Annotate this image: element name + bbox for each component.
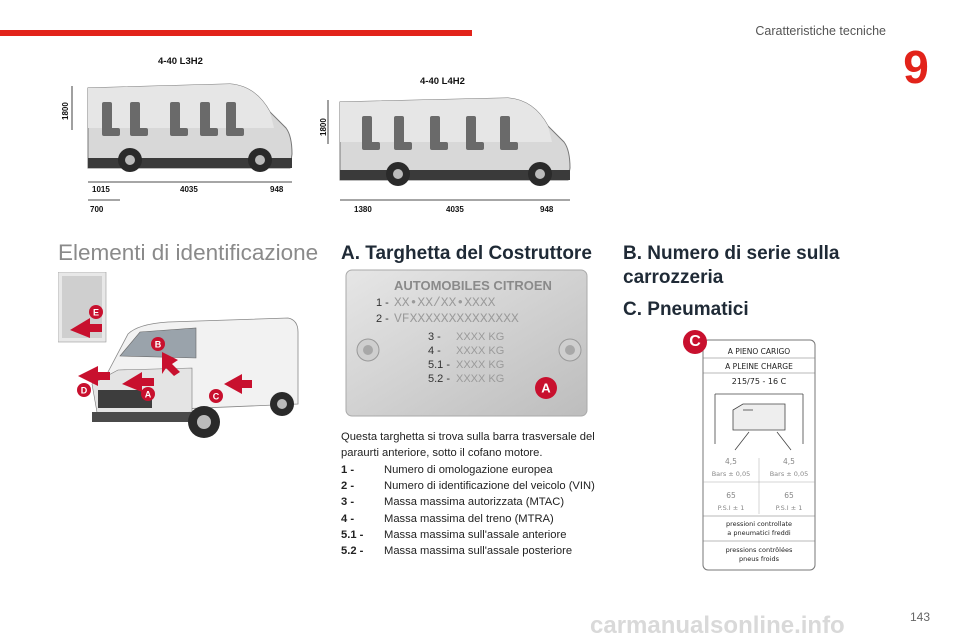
tyre-note-fr-1: pressions contrôlées — [725, 546, 793, 554]
tyre-note-fr-2: pneus froids — [739, 555, 779, 563]
marker-b: B — [154, 339, 162, 350]
figure-l3h2-height: 1800 — [61, 102, 70, 120]
plate-line1-value: XX•XX/XX•XXXX — [394, 295, 496, 310]
figure-l3h2-dim-2: 4035 — [180, 185, 198, 194]
manufacturer-plate — [344, 268, 589, 418]
front-bars-value: 4,5 — [725, 457, 737, 466]
plate-items-list — [341, 462, 603, 559]
list-item-text: Massa massima sull'assale anteriore — [384, 528, 567, 541]
plate-row-3-value: XXXX KG — [456, 331, 505, 343]
tyre-section-title: C. Pneumatici — [623, 299, 749, 320]
plate-row-52-num: 5.2 - — [428, 373, 451, 385]
serial-section-title: B. Numero di serie sulla carrozzeria — [623, 243, 840, 288]
rear-bars-unit: Bars ± 0,05 — [769, 470, 809, 478]
list-item — [341, 478, 603, 494]
figure-l4h2-dim-3: 948 — [540, 205, 554, 214]
tyre-note-it-2: a pneumatici freddi — [727, 529, 791, 537]
marker-e: E — [92, 307, 100, 318]
list-item-number: 5.2 - — [341, 545, 364, 558]
rear-bars-value: 4,5 — [783, 457, 795, 466]
tyre-label-line2: A PLEINE CHARGE — [725, 362, 793, 371]
figure-l3h2-dim-1: 1015 — [92, 185, 110, 194]
marker-a: A — [144, 389, 152, 400]
front-bars-unit: Bars ± 0,05 — [711, 470, 751, 478]
marker-c: C — [212, 391, 220, 402]
list-item — [341, 543, 603, 559]
page-number: 143 — [909, 610, 930, 624]
plate-row-3-num: 3 - — [428, 331, 441, 343]
list-item-number: 3 - — [341, 496, 355, 509]
identification-illustration — [58, 272, 308, 452]
figure-l4h2 — [318, 70, 588, 220]
plate-row-4-value: XXXX KG — [456, 345, 505, 357]
plate-row-51-num: 5.1 - — [428, 359, 451, 371]
list-item — [341, 462, 603, 478]
tyre-pressure-label — [685, 330, 817, 572]
tyre-badge-c: C — [683, 330, 707, 354]
identification-title: Elementi di identificazione — [58, 240, 319, 265]
figure-l4h2-dim-2: 4035 — [446, 205, 464, 214]
list-item-text: Massa massima del treno (MTRA) — [384, 512, 554, 525]
rear-psi-value: 65 — [784, 491, 794, 500]
figure-l3h2-dim-4: 700 — [90, 205, 104, 214]
figure-l3h2-dim-3: 948 — [270, 185, 284, 194]
plate-description: Questa targhetta si trova sulla barra trasversale del paraurti anteriore, sotto il cofano motore. — [341, 431, 595, 459]
plate-brand: AUTOMOBILES CITROEN — [394, 278, 552, 293]
figure-l3h2-title: 4-40 L3H2 — [158, 56, 203, 67]
list-item — [341, 511, 603, 527]
list-item — [341, 494, 603, 510]
marker-d: D — [80, 385, 88, 396]
figure-l3h2 — [60, 50, 310, 220]
figure-l4h2-dim-1: 1380 — [354, 205, 372, 214]
list-item-number: 4 - — [341, 512, 355, 525]
list-item-number: 5.1 - — [341, 528, 364, 541]
rear-psi-unit: P.S.I ± 1 — [775, 504, 803, 512]
list-item-text: Massa massima autorizzata (MTAC) — [384, 496, 565, 509]
list-item — [341, 527, 603, 543]
figure-l4h2-title: 4-40 L4H2 — [420, 76, 465, 87]
plate-row-52-value: XXXX KG — [456, 373, 505, 385]
running-header: Caratteristiche tecniche — [755, 24, 886, 38]
list-item-text: Numero di omologazione europea — [384, 464, 553, 476]
watermark: carmanualsonline.info — [590, 612, 845, 639]
tyre-label-line1: A PIENO CARIGO — [727, 347, 791, 356]
plate-row-51-value: XXXX KG — [456, 359, 505, 371]
plate-line1-num: 1 - — [376, 297, 389, 309]
header-accent-bar — [0, 30, 472, 36]
tyre-label-size: 215/75 - 16 C — [731, 377, 787, 386]
plate-line2-num: 2 - — [376, 313, 389, 325]
front-psi-unit: P.S.I ± 1 — [717, 504, 745, 512]
list-item-number: 2 - — [341, 480, 355, 493]
front-psi-value: 65 — [726, 491, 736, 500]
list-item-text: Numero di identificazione del veicolo (VIN) — [384, 480, 595, 493]
plate-section-title: A. Targhetta del Costruttore — [341, 243, 592, 264]
plate-badge-a: A — [541, 380, 551, 396]
chapter-number: 9 — [903, 41, 929, 93]
list-item-text: Massa massima sull'assale posteriore — [384, 545, 573, 558]
plate-row-4-num: 4 - — [428, 345, 441, 357]
plate-line2-value: VFXXXXXXXXXXXXXX — [394, 311, 519, 326]
list-item-number: 1 - — [341, 464, 355, 476]
figure-l4h2-height: 1800 — [319, 118, 328, 136]
tyre-note-it-1: pressioni controllate — [725, 520, 793, 528]
